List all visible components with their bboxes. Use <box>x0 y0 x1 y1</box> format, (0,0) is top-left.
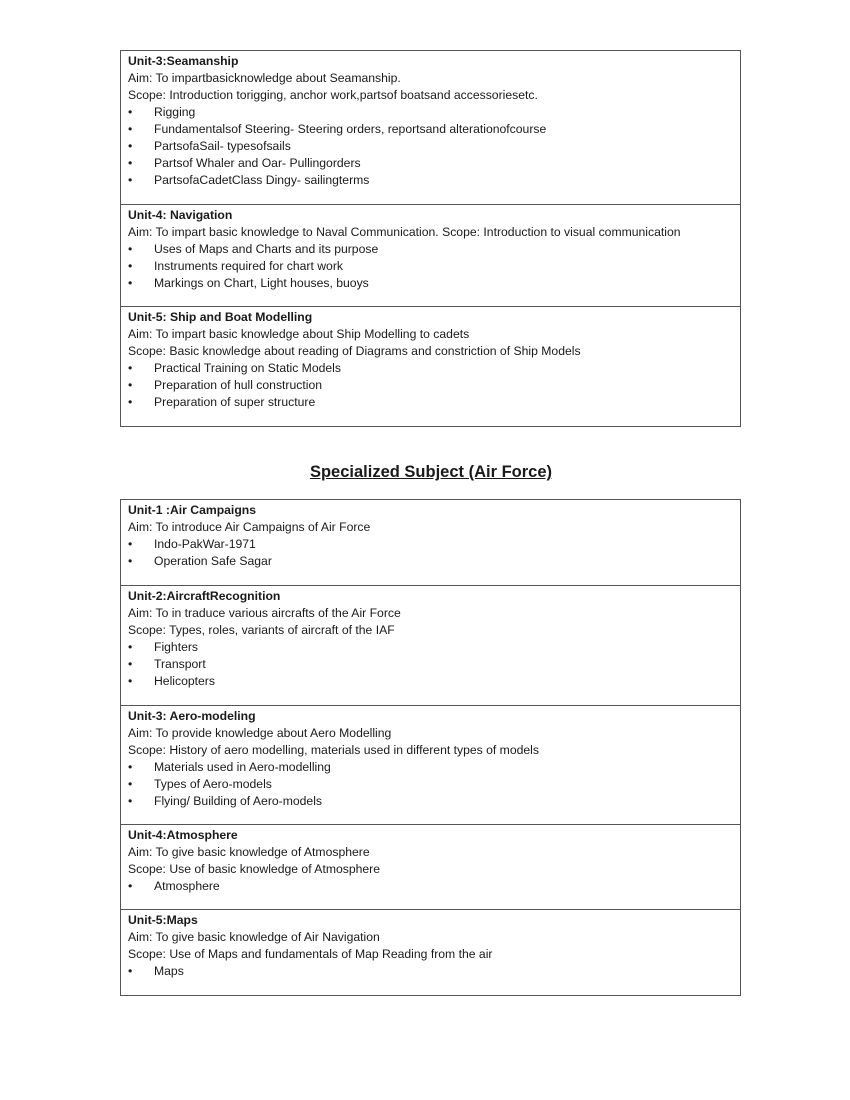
unit-scope: Scope: Use of Maps and fundamentals of Map Reading from the air <box>128 947 493 961</box>
unit-title: Unit-1 :Air Campaigns <box>128 503 256 517</box>
unit-cell <box>121 824 740 909</box>
unit-cell <box>121 500 740 585</box>
unit-aim: Aim: To impart basic knowledge about Ship Modelling to cadets <box>128 327 470 341</box>
bullet-icon: • <box>128 794 133 808</box>
bullet-text: Preparation of super structure <box>154 395 316 409</box>
bullet-item <box>128 377 733 394</box>
bullet-icon: • <box>128 259 133 273</box>
unit-scope: Scope: Use of basic knowledge of Atmosphere <box>128 862 381 876</box>
unit-cell <box>121 204 740 306</box>
bullet-item <box>128 759 733 776</box>
bullet-text: Materials used in Aero-modelling <box>154 760 331 774</box>
bullet-item <box>128 172 733 189</box>
unit-cell <box>121 51 740 204</box>
unit-title: Unit-2:AircraftRecognition <box>128 589 281 603</box>
bullet-item <box>128 241 733 258</box>
bullet-item <box>128 673 733 690</box>
bullet-text: Indo-PakWar-1971 <box>154 537 256 551</box>
bullet-text: Instruments required for chart work <box>154 259 343 273</box>
bullet-text: Practical Training on Static Models <box>154 361 341 375</box>
bullet-item <box>128 776 733 793</box>
bullet-icon: • <box>128 242 133 256</box>
bullet-text: Transport <box>154 657 206 671</box>
bullet-text: Fighters <box>154 640 199 654</box>
unit-aim: Aim: To impart basic knowledge to Naval Communication. Scope: Introduction to visual communication <box>128 225 681 239</box>
bullet-text: Flying/ Building of Aero-models <box>154 794 322 808</box>
unit-scope: Scope: Types, roles, variants of aircraft of the IAF <box>128 623 395 637</box>
unit-cell <box>121 909 740 995</box>
section-heading-air-force: Specialized Subject (Air Force) <box>309 463 553 481</box>
bullet-icon: • <box>128 674 133 688</box>
bullet-item <box>128 104 733 121</box>
bullet-text: Fundamentalsof Steering- Steering orders, reportsand alterationofcourse <box>154 122 547 136</box>
bullet-item <box>128 963 733 980</box>
bullet-text: PartsofaSail- typesofsails <box>154 139 291 153</box>
bullet-item <box>128 258 733 275</box>
bullet-icon: • <box>128 105 133 119</box>
bullet-icon: • <box>128 964 133 978</box>
unit-aim: Aim: To impartbasicknowledge about Seamanship. <box>128 71 401 85</box>
bullet-item <box>128 121 733 138</box>
unit-title: Unit-5:Maps <box>128 913 198 927</box>
navy-units-table <box>120 50 741 427</box>
bullet-icon: • <box>128 537 133 551</box>
bullet-text: Maps <box>154 964 184 978</box>
bullet-item <box>128 360 733 377</box>
bullet-item <box>128 553 733 570</box>
bullet-icon: • <box>128 777 133 791</box>
unit-title: Unit-3: Aero-modeling <box>128 709 256 723</box>
bullet-item <box>128 275 733 292</box>
bullet-text: Operation Safe Sagar <box>154 554 272 568</box>
unit-aim: Aim: To give basic knowledge of Air Navigation <box>128 930 380 944</box>
bullet-icon: • <box>128 122 133 136</box>
bullet-icon: • <box>128 276 133 290</box>
bullet-item <box>128 793 733 810</box>
bullet-icon: • <box>128 760 133 774</box>
bullet-text: Uses of Maps and Charts and its purpose <box>154 242 379 256</box>
bullet-icon: • <box>128 395 133 409</box>
bullet-icon: • <box>128 378 133 392</box>
unit-title: Unit-3:Seamanship <box>128 54 239 68</box>
unit-cell <box>121 705 740 824</box>
unit-scope: Scope: Introduction torigging, anchor work,partsof boatsand accessoriesetc. <box>128 88 538 102</box>
unit-title: Unit-5: Ship and Boat Modelling <box>128 310 313 324</box>
bullet-item <box>128 155 733 172</box>
air-force-units-table <box>120 499 741 996</box>
bullet-icon: • <box>128 361 133 375</box>
bullet-text: Rigging <box>154 105 196 119</box>
bullet-text: Preparation of hull construction <box>154 378 323 392</box>
bullet-icon: • <box>128 139 133 153</box>
unit-title: Unit-4:Atmosphere <box>128 828 238 842</box>
unit-aim: Aim: To provide knowledge about Aero Modelling <box>128 726 392 740</box>
bullet-text: Helicopters <box>154 674 215 688</box>
bullet-item <box>128 394 733 411</box>
unit-aim: Aim: To in traduce various aircrafts of the Air Force <box>128 606 401 620</box>
unit-aim: Aim: To give basic knowledge of Atmosphere <box>128 845 370 859</box>
bullet-text: Markings on Chart, Light houses, buoys <box>154 276 369 290</box>
bullet-item <box>128 639 733 656</box>
bullet-text: Partsof Whaler and Oar- Pullingorders <box>154 156 361 170</box>
bullet-text: Atmosphere <box>154 879 220 893</box>
bullet-icon: • <box>128 173 133 187</box>
unit-scope: Scope: Basic knowledge about reading of Diagrams and constriction of Ship Models <box>128 344 581 358</box>
bullet-icon: • <box>128 156 133 170</box>
bullet-item <box>128 138 733 155</box>
bullet-icon: • <box>128 879 133 893</box>
bullet-icon: • <box>128 657 133 671</box>
bullet-item <box>128 536 733 553</box>
unit-cell <box>121 585 740 705</box>
unit-scope: Scope: History of aero modelling, materials used in different types of models <box>128 743 539 757</box>
unit-title: Unit-4: Navigation <box>128 208 233 222</box>
bullet-text: PartsofaCadetClass Dingy- sailingterms <box>154 173 370 187</box>
bullet-item <box>128 878 733 895</box>
bullet-item <box>128 656 733 673</box>
bullet-icon: • <box>128 640 133 654</box>
bullet-icon: • <box>128 554 133 568</box>
unit-cell <box>121 306 740 426</box>
unit-aim: Aim: To introduce Air Campaigns of Air Force <box>128 520 371 534</box>
bullet-text: Types of Aero-models <box>154 777 272 791</box>
